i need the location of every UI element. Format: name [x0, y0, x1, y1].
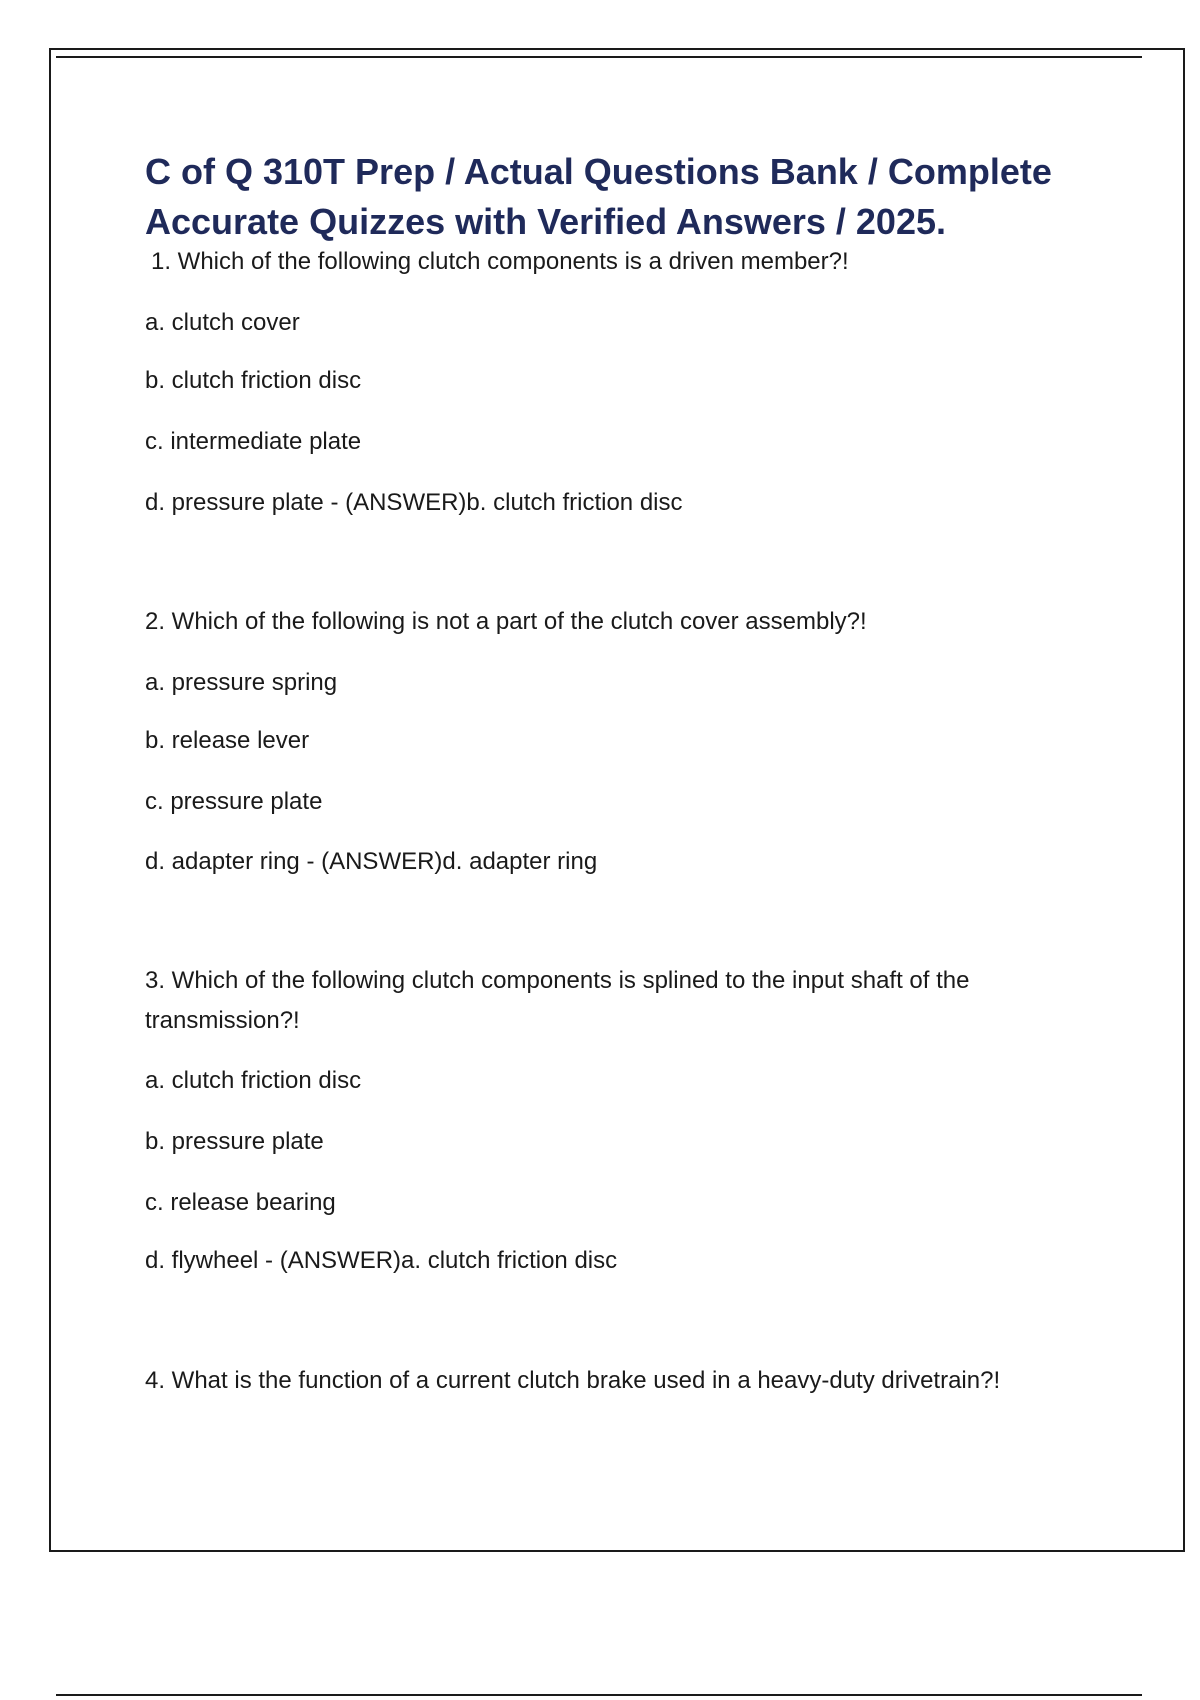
q1-option-d-answer: d. pressure plate - (ANSWER)b. clutch friction disc [145, 489, 683, 516]
q2-option-d-answer: d. adapter ring - (ANSWER)d. adapter ring [145, 848, 598, 875]
q2-option-a: a. pressure spring [145, 669, 338, 696]
q1-option-c: c. intermediate plate [145, 428, 362, 455]
question-3: 3. Which of the following clutch components is splined to the input shaft of the transmission?! [145, 967, 970, 1034]
document-title: C of Q 310T Prep / Actual Questions Bank / Complete Accurate Quizzes with Verified Answers / 2025. [145, 151, 1052, 242]
q1-option-b: b. clutch friction disc [145, 367, 362, 394]
q2-option-c: c. pressure plate [145, 788, 323, 815]
q2-option-b: b. release lever [145, 727, 310, 754]
q3-option-c: c. release bearing [145, 1189, 336, 1216]
question-2: 2. Which of the following is not a part of the clutch cover assembly?! [145, 608, 867, 635]
question-1: 1. Which of the following clutch components is a driven member?! [151, 248, 849, 275]
q3-option-a: a. clutch friction disc [145, 1067, 362, 1094]
question-4: 4. What is the function of a current clutch brake used in a heavy-duty drivetrain?! [145, 1367, 1001, 1394]
q3-option-d-answer: d. flywheel - (ANSWER)a. clutch friction disc [145, 1247, 618, 1274]
header-rule [56, 56, 1142, 58]
q3-option-b: b. pressure plate [145, 1128, 324, 1155]
q1-option-a: a. clutch cover [145, 309, 300, 336]
footer-rule [56, 1694, 1142, 1696]
